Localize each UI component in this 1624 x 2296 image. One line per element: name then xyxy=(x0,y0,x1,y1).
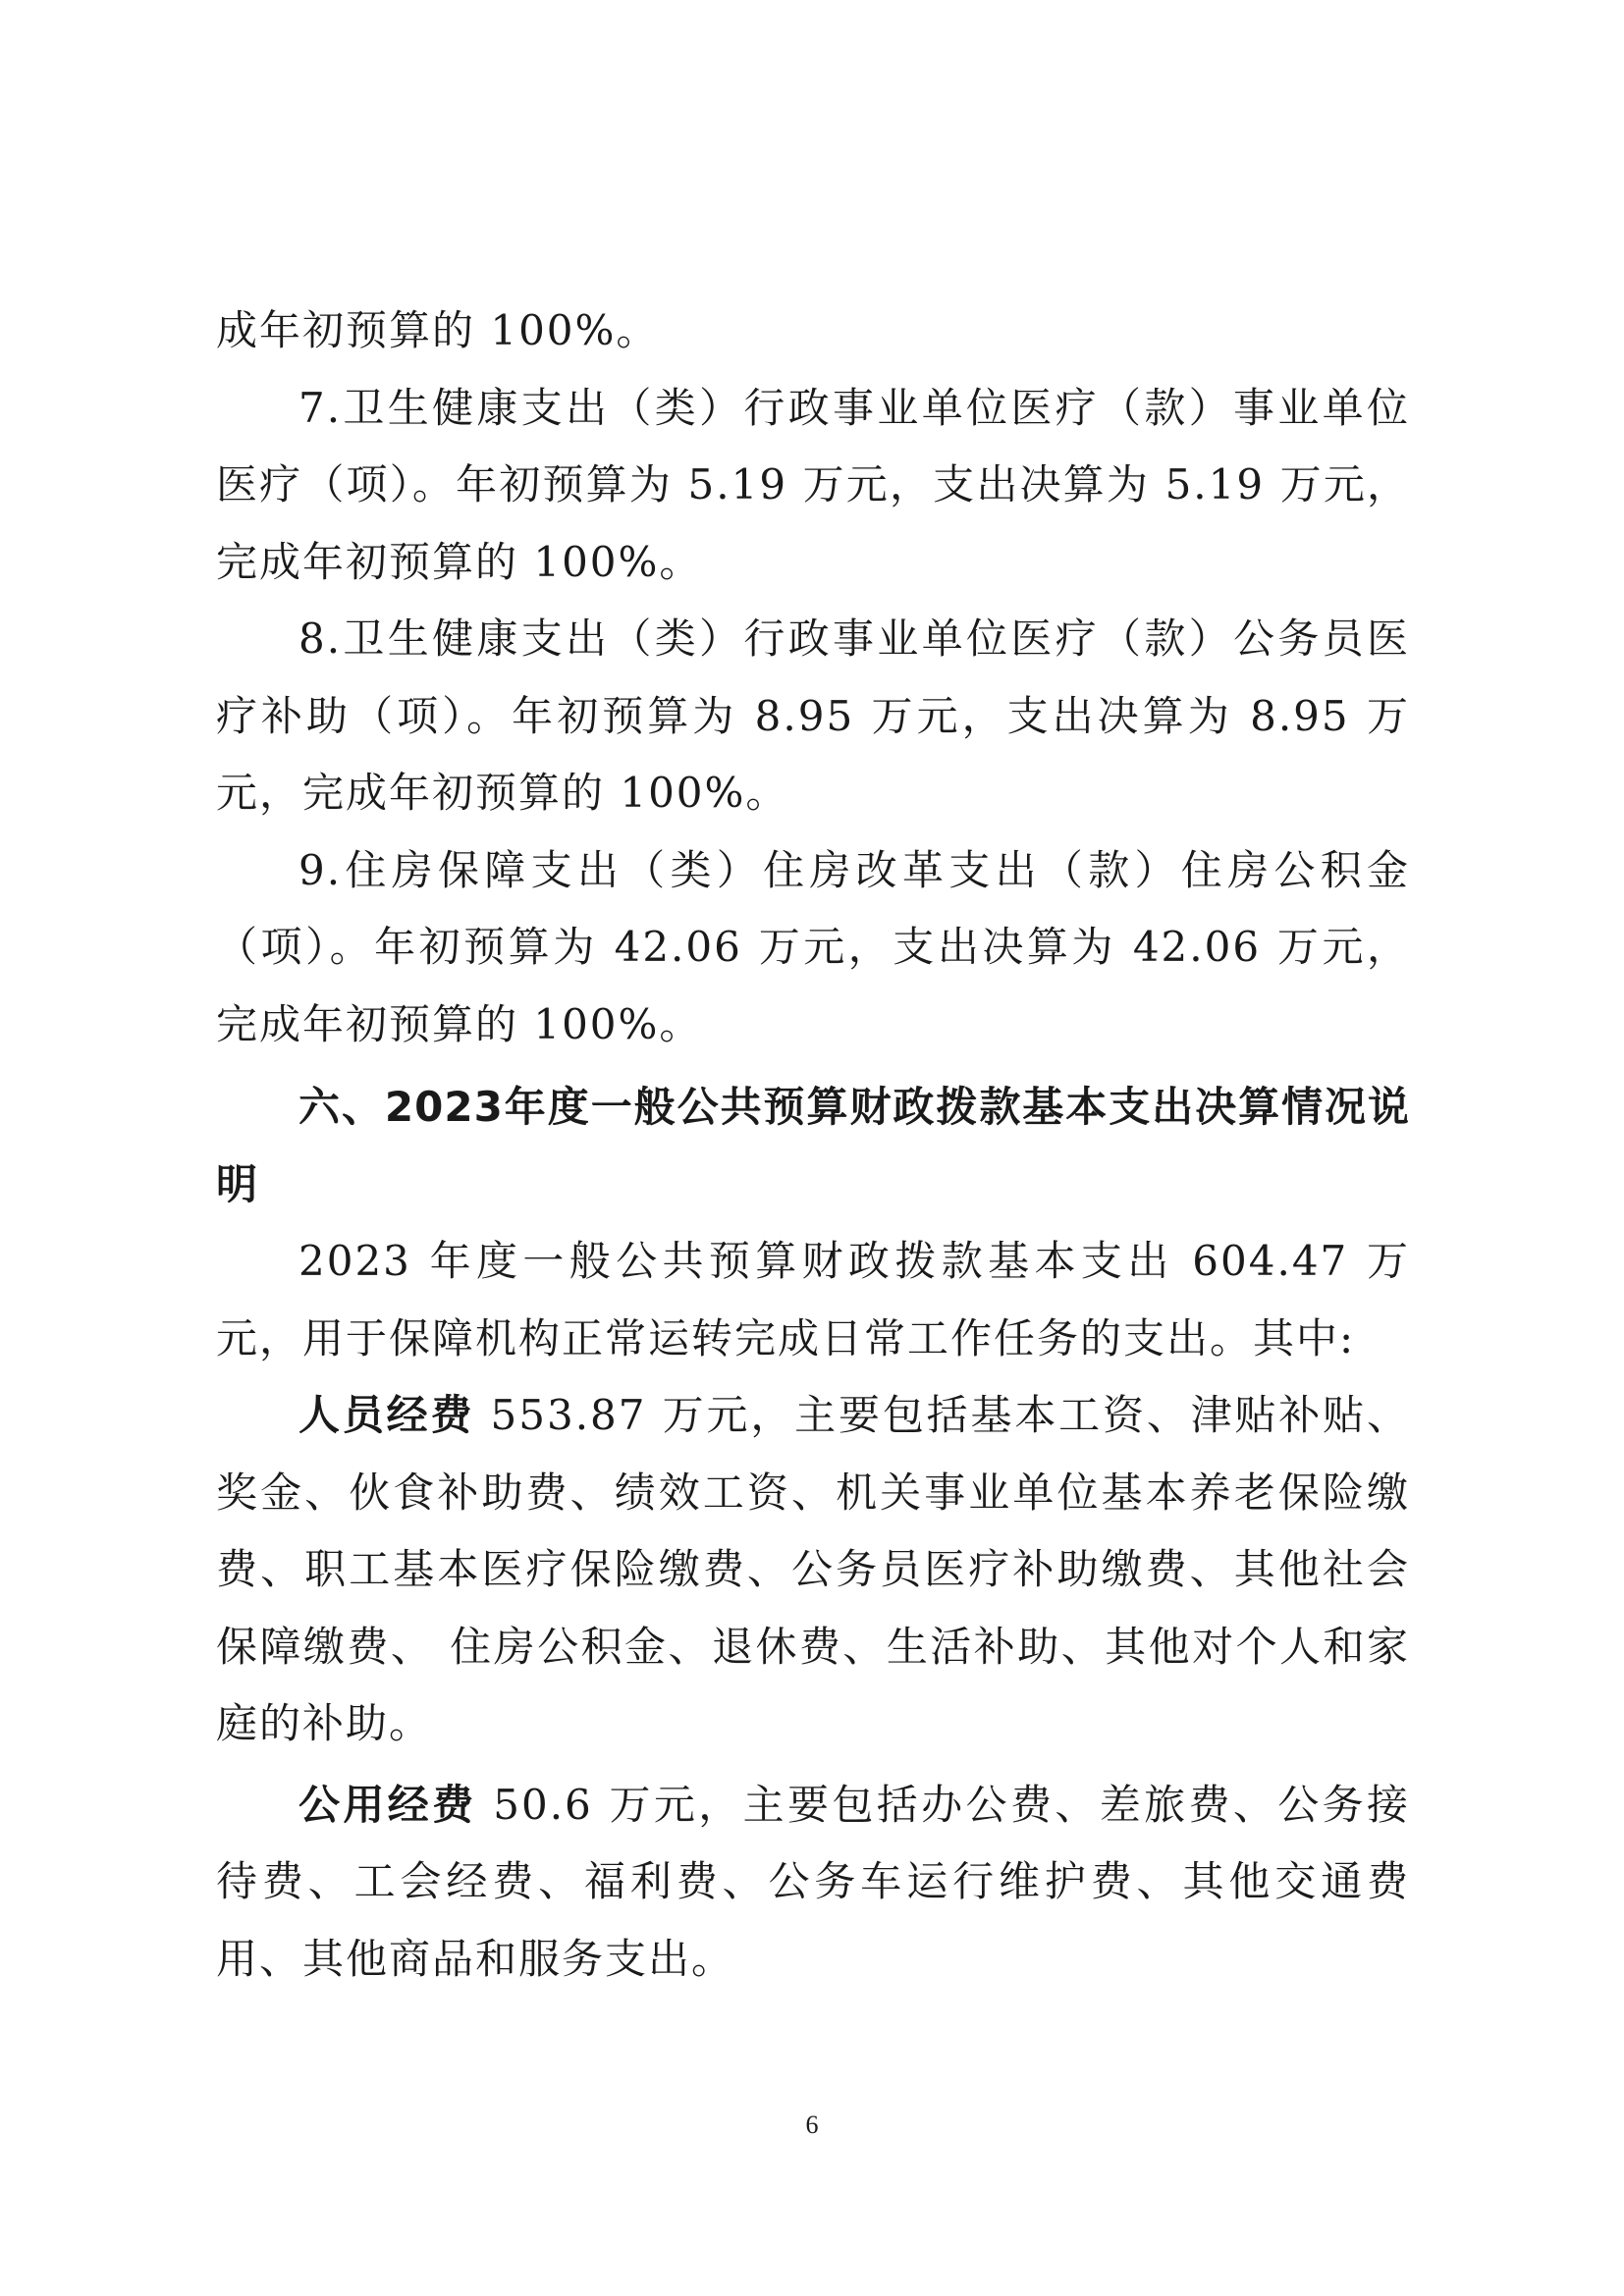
section-heading: 六、2023年度一般公共预算财政拨款基本支出决算情况说明 xyxy=(216,1083,1410,1208)
personnel-expense-text: 553.87 万元，主要包括基本工资、津贴补贴、奖金、伙食补助费、绩效工资、机关事业单位基本养老保险缴费、职工基本医疗保险缴费、公务员医疗补助缴费、其他社会保障缴费、 住房公积金、退休费、生活补助、其他对个人和家庭的补助。 xyxy=(216,1391,1410,1747)
summary-paragraph: 2023 年度一般公共预算财政拨款基本支出 604.47 万元，用于保障机构正常运转完成日常工作任务的支出。其中: xyxy=(216,1237,1410,1362)
personnel-expense-paragraph xyxy=(216,1377,1410,1763)
public-expense-label: 公用经费 xyxy=(298,1780,477,1829)
paragraph-6-tail: 成年初预算的 100%。 xyxy=(216,306,660,354)
paragraph-7: 7.卫生健康支出（类）行政事业单位医疗（款）事业单位医疗（项）。年初预算为 5.19 万元，支出决算为 5.19 万元，完成年初预算的 100%。 xyxy=(216,383,1410,586)
document-body xyxy=(216,293,1410,1998)
paragraph-8: 8.卫生健康支出（类）行政事业单位医疗（款）公务员医疗补助（项）。年初预算为 8.95 万元，支出决算为 8.95 万元，完成年初预算的 100%。 xyxy=(216,614,1410,817)
personnel-expense-label: 人员经费 xyxy=(298,1391,475,1439)
public-expense-text: 50.6 万元，主要包括办公费、差旅费、公务接待费、工会经费、福利费、公务车运行维护费、其他交通费用、其他商品和服务支出。 xyxy=(216,1780,1410,1983)
paragraph-9: 9.住房保障支出（类）住房改革支出（款）住房公积金（项）。年初预算为 42.06 万元，支出决算为 42.06 万元，完成年初预算的 100%。 xyxy=(216,845,1410,1048)
page-number: 6 xyxy=(805,2110,819,2139)
public-expense-paragraph xyxy=(216,1767,1410,1999)
